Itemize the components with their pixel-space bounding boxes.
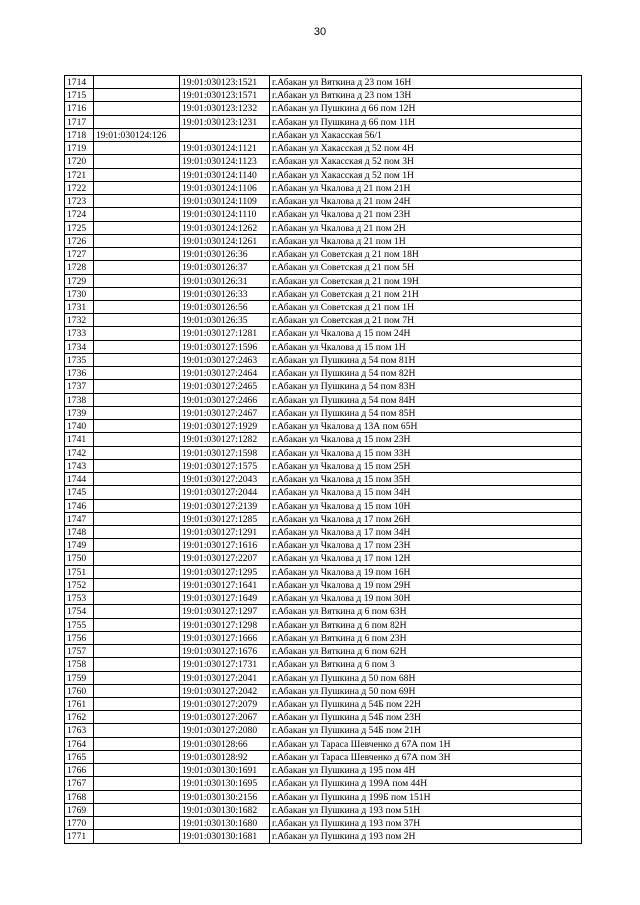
table-row (64, 592, 582, 605)
quarter-number-cell (94, 142, 180, 154)
table-row (64, 116, 582, 129)
cadastral-number-cell: 19:01:030123:1571 (180, 89, 270, 101)
cadastral-table (64, 75, 582, 844)
address-cell: г.Абакан ул Пушкина д 50 пом 68Н (272, 672, 416, 684)
row-number-cell: 1727 (65, 248, 94, 260)
address-cell: г.Абакан ул Чкалова д 19 пом 16Н (272, 566, 411, 578)
address-cell: г.Абакан ул Чкалова д 21 пом 24Н (272, 196, 411, 208)
row-number-cell: 1737 (65, 380, 94, 392)
address-cell: г.Абакан ул Чкалова д 17 пом 26Н (272, 513, 411, 525)
table-row (64, 500, 582, 513)
cadastral-number-cell: 19:01:030130:1682 (180, 804, 270, 816)
row-number-cell: 1732 (65, 314, 94, 326)
quarter-number-cell (94, 89, 180, 101)
table-row (64, 76, 582, 89)
quarter-number-cell (94, 76, 180, 88)
quarter-number-cell (94, 764, 180, 776)
cadastral-number-cell: 19:01:030127:1291 (180, 526, 270, 538)
cadastral-number-cell: 19:01:030130:1695 (180, 777, 270, 789)
cadastral-number-cell: 19:01:030130:1691 (180, 764, 270, 776)
cadastral-number-cell: 19:01:030127:1575 (180, 460, 270, 472)
address-cell: г.Абакан ул Вяткина д 6 пом 62Н (272, 646, 407, 658)
row-number-cell: 1763 (65, 724, 94, 736)
cadastral-number-cell: 19:01:030126:37 (180, 261, 270, 273)
quarter-number-cell (94, 658, 180, 670)
quarter-number-cell (94, 208, 180, 220)
row-number-cell: 1724 (65, 208, 94, 220)
row-number-cell: 1750 (65, 552, 94, 564)
address-cell: г.Абакан ул Пушкина д 50 пом 69Н (272, 685, 416, 697)
cadastral-number-cell: 19:01:030123:1521 (180, 76, 270, 88)
quarter-number-cell (94, 711, 180, 723)
address-cell: г.Абакан ул Пушкина д 54 пом 84Н (272, 394, 416, 406)
quarter-number-cell: 19:01:030124:126 (94, 129, 180, 141)
cadastral-number-cell: 19:01:030127:2465 (180, 380, 270, 392)
table-row (64, 327, 582, 340)
table-row (64, 526, 582, 539)
table-row (64, 248, 582, 261)
table-row (64, 711, 582, 724)
row-number-cell: 1770 (65, 817, 94, 829)
quarter-number-cell (94, 539, 180, 551)
cadastral-number-cell: 19:01:030127:2043 (180, 473, 270, 485)
table-row (64, 89, 582, 102)
row-number-cell: 1756 (65, 632, 94, 644)
address-cell: г.Абакан ул Чкалова д 21 пом 21Н (272, 182, 411, 194)
table-row (64, 473, 582, 486)
table-row (64, 486, 582, 499)
table-row (64, 195, 582, 208)
address-cell: г.Абакан ул Чкалова д 15 пом 23Н (272, 434, 411, 446)
cadastral-number-cell: 19:01:030123:1231 (180, 116, 270, 128)
quarter-number-cell (94, 354, 180, 366)
cadastral-number-cell: 19:01:030127:2463 (180, 354, 270, 366)
address-cell: г.Абакан ул Хакасская д 52 пом 3Н (272, 156, 414, 168)
row-number-cell: 1759 (65, 672, 94, 684)
address-cell: г.Абакан ул Пушкина д 193 пом 2Н (272, 831, 416, 843)
row-number-cell: 1740 (65, 420, 94, 432)
quarter-number-cell (94, 500, 180, 512)
quarter-number-cell (94, 460, 180, 472)
table-row (64, 817, 582, 830)
row-number-cell: 1720 (65, 155, 94, 167)
cadastral-number-cell: 19:01:030127:1676 (180, 645, 270, 657)
address-cell: г.Абакан ул Вяткина д 6 пом 82Н (272, 619, 407, 631)
table-row (64, 222, 582, 235)
cadastral-number-cell: 19:01:030127:2079 (180, 698, 270, 710)
quarter-number-cell (94, 182, 180, 194)
address-cell: г.Абакан ул Пушкина д 193 пом 51Н (272, 804, 421, 816)
address-cell: г.Абакан ул Чкалова д 17 пом 12Н (272, 553, 411, 565)
quarter-number-cell (94, 288, 180, 300)
cadastral-number-cell: 19:01:030127:2044 (180, 486, 270, 498)
row-number-cell: 1754 (65, 605, 94, 617)
row-number-cell: 1746 (65, 500, 94, 512)
table-row (64, 605, 582, 618)
address-cell: г.Абакан ул Чкалова д 15 пом 24Н (272, 328, 411, 340)
address-cell: г.Абакан ул Пушкина д 54 пом 82Н (272, 368, 416, 380)
quarter-number-cell (94, 566, 180, 578)
address-cell: г.Абакан ул Чкалова д 21 пом 2Н (272, 222, 406, 234)
cadastral-number-cell: 19:01:030126:31 (180, 275, 270, 287)
cadastral-number-cell: 19:01:030126:35 (180, 314, 270, 326)
table-row (64, 433, 582, 446)
cadastral-number-cell: 19:01:030127:2041 (180, 672, 270, 684)
table-row (64, 672, 582, 685)
address-cell: г.Абакан ул Советская д 21 пом 5Н (272, 262, 414, 274)
address-cell: г.Абакан ул Чкалова д 15 пом 34Н (272, 487, 411, 499)
row-number-cell: 1765 (65, 751, 94, 763)
table-row (64, 513, 582, 526)
cadastral-number-cell: 19:01:030127:2067 (180, 711, 270, 723)
cadastral-number-cell: 19:01:030127:1281 (180, 327, 270, 339)
address-cell: г.Абакан ул Пушкина д 54 пом 81Н (272, 354, 416, 366)
address-cell: г.Абакан ул Вяткина д 6 пом 3 (272, 659, 395, 671)
quarter-number-cell (94, 738, 180, 750)
row-number-cell: 1755 (65, 619, 94, 631)
quarter-number-cell (94, 367, 180, 379)
row-number-cell: 1739 (65, 407, 94, 419)
table-row (64, 155, 582, 168)
page-number: 30 (313, 26, 327, 38)
quarter-number-cell (94, 155, 180, 167)
table-row (64, 275, 582, 288)
address-cell: г.Абакан ул Пушкина д 66 пом 12Н (272, 103, 416, 115)
cadastral-number-cell: 19:01:030127:2042 (180, 685, 270, 697)
cadastral-number-cell: 19:01:030127:2207 (180, 552, 270, 564)
table-row (64, 579, 582, 592)
cadastral-number-cell: 19:01:030130:2156 (180, 791, 270, 803)
quarter-number-cell (94, 751, 180, 763)
address-cell: г.Абакан ул Хакасская 56/1 (272, 129, 382, 141)
cadastral-number-cell: 19:01:030124:1110 (180, 208, 270, 220)
address-cell: г.Абакан ул Чкалова д 15 пом 33Н (272, 447, 411, 459)
row-number-cell: 1747 (65, 513, 94, 525)
quarter-number-cell (94, 314, 180, 326)
row-number-cell: 1749 (65, 539, 94, 551)
row-number-cell: 1721 (65, 169, 94, 181)
quarter-number-cell (94, 817, 180, 829)
quarter-number-cell (94, 261, 180, 273)
quarter-number-cell (94, 473, 180, 485)
cadastral-number-cell: 19:01:030124:1106 (180, 182, 270, 194)
address-cell: г.Абакан ул Вяткина д 6 пом 23Н (272, 632, 407, 644)
row-number-cell: 1743 (65, 460, 94, 472)
cadastral-number-cell: 19:01:030127:1295 (180, 566, 270, 578)
cadastral-number-cell: 19:01:030127:1731 (180, 658, 270, 670)
quarter-number-cell (94, 552, 180, 564)
address-cell: г.Абакан ул Пушкина д 54 пом 85Н (272, 407, 416, 419)
table-row (64, 208, 582, 221)
quarter-number-cell (94, 632, 180, 644)
address-cell: г.Абакан ул Тараса Шевченко д 67А пом 3Н (272, 751, 451, 763)
row-number-cell: 1730 (65, 288, 94, 300)
row-number-cell: 1758 (65, 658, 94, 670)
quarter-number-cell (94, 605, 180, 617)
row-number-cell: 1729 (65, 275, 94, 287)
row-number-cell: 1722 (65, 182, 94, 194)
cadastral-number-cell: 19:01:030127:1596 (180, 341, 270, 353)
table-row (64, 354, 582, 367)
address-cell: г.Абакан ул Пушкина д 54Б пом 21Н (272, 725, 421, 737)
address-cell: г.Абакан ул Советская д 21 пом 7Н (272, 315, 414, 327)
quarter-number-cell (94, 724, 180, 736)
quarter-number-cell (94, 407, 180, 419)
quarter-number-cell (94, 394, 180, 406)
cadastral-number-cell: 19:01:030124:1262 (180, 222, 270, 234)
cadastral-number-cell: 19:01:030127:2464 (180, 367, 270, 379)
quarter-number-cell (94, 235, 180, 247)
table-row (64, 380, 582, 393)
cadastral-number-cell: 19:01:030127:1616 (180, 539, 270, 551)
cadastral-number-cell: 19:01:030124:1123 (180, 155, 270, 167)
quarter-number-cell (94, 275, 180, 287)
row-number-cell: 1769 (65, 804, 94, 816)
row-number-cell: 1766 (65, 764, 94, 776)
row-number-cell: 1725 (65, 222, 94, 234)
cadastral-number-cell: 19:01:030126:36 (180, 248, 270, 260)
row-number-cell: 1736 (65, 367, 94, 379)
table-row (64, 791, 582, 804)
cadastral-number-cell: 19:01:030127:1649 (180, 592, 270, 604)
cadastral-number-cell (180, 129, 270, 141)
table-row (64, 169, 582, 182)
table-row (64, 698, 582, 711)
address-cell: г.Абакан ул Чкалова д 17 пом 34Н (272, 526, 411, 538)
cadastral-number-cell: 19:01:030124:1140 (180, 169, 270, 181)
address-cell: г.Абакан ул Хакасская д 52 пом 4Н (272, 143, 414, 155)
address-cell: г.Абакан ул Советская д 21 пом 21Н (272, 288, 419, 300)
address-cell: г.Абакан ул Чкалова д 21 пом 1Н (272, 235, 406, 247)
table-row (64, 301, 582, 314)
address-cell: г.Абакан ул Пушкина д 195 пом 4Н (272, 765, 416, 777)
cadastral-number-cell: 19:01:030127:1282 (180, 433, 270, 445)
quarter-number-cell (94, 248, 180, 260)
cadastral-number-cell: 19:01:030123:1232 (180, 102, 270, 114)
quarter-number-cell (94, 301, 180, 313)
quarter-number-cell (94, 222, 180, 234)
row-number-cell: 1741 (65, 433, 94, 445)
table-row (64, 566, 582, 579)
quarter-number-cell (94, 830, 180, 842)
table-row (64, 129, 582, 142)
address-cell: г.Абакан ул Чкалова д 15 пом 35Н (272, 474, 411, 486)
address-cell: г.Абакан ул Чкалова д 13А пом 65Н (272, 421, 418, 433)
cadastral-number-cell: 19:01:030126:56 (180, 301, 270, 313)
table-row (64, 394, 582, 407)
address-cell: г.Абакан ул Хакасская д 52 пом 1Н (272, 169, 414, 181)
table-row (64, 552, 582, 565)
row-number-cell: 1716 (65, 102, 94, 114)
table-row (64, 261, 582, 274)
address-cell: г.Абакан ул Чкалова д 17 пом 23Н (272, 540, 411, 552)
table-row (64, 539, 582, 552)
row-number-cell: 1764 (65, 738, 94, 750)
address-cell: г.Абакан ул Тараса Шевченко д 67А пом 1Н (272, 738, 451, 750)
table-row (64, 777, 582, 790)
quarter-number-cell (94, 341, 180, 353)
cadastral-number-cell: 19:01:030127:2466 (180, 394, 270, 406)
quarter-number-cell (94, 380, 180, 392)
cadastral-number-cell: 19:01:030124:1261 (180, 235, 270, 247)
row-number-cell: 1757 (65, 645, 94, 657)
table-row (64, 658, 582, 671)
row-number-cell: 1768 (65, 791, 94, 803)
row-number-cell: 1762 (65, 711, 94, 723)
quarter-number-cell (94, 685, 180, 697)
table-row (64, 645, 582, 658)
row-number-cell: 1760 (65, 685, 94, 697)
cadastral-number-cell: 19:01:030127:1666 (180, 632, 270, 644)
quarter-number-cell (94, 486, 180, 498)
quarter-number-cell (94, 777, 180, 789)
quarter-number-cell (94, 102, 180, 114)
cadastral-number-cell: 19:01:030124:1109 (180, 195, 270, 207)
table-row (64, 619, 582, 632)
address-cell: г.Абакан ул Пушкина д 54Б пом 22Н (272, 699, 421, 711)
cadastral-number-cell: 19:01:030127:1598 (180, 447, 270, 459)
row-number-cell: 1753 (65, 592, 94, 604)
cadastral-number-cell: 19:01:030127:1641 (180, 579, 270, 591)
cadastral-number-cell: 19:01:030130:1681 (180, 830, 270, 842)
quarter-number-cell (94, 513, 180, 525)
address-cell: г.Абакан ул Советская д 21 пом 19Н (272, 275, 419, 287)
row-number-cell: 1719 (65, 142, 94, 154)
address-cell: г.Абакан ул Пушкина д 193 пом 37Н (272, 818, 421, 830)
table-row (64, 102, 582, 115)
table-row (64, 420, 582, 433)
address-cell: г.Абакан ул Пушкина д 199Б пом 151Н (272, 791, 431, 803)
row-number-cell: 1748 (65, 526, 94, 538)
table-row (64, 764, 582, 777)
cadastral-number-cell: 19:01:030127:1298 (180, 619, 270, 631)
address-cell: г.Абакан ул Пушкина д 54 пом 83Н (272, 381, 416, 393)
row-number-cell: 1771 (65, 830, 94, 842)
cadastral-number-cell: 19:01:030127:2467 (180, 407, 270, 419)
quarter-number-cell (94, 672, 180, 684)
row-number-cell: 1717 (65, 116, 94, 128)
address-cell: г.Абакан ул Чкалова д 19 пом 29Н (272, 579, 411, 591)
table-row (64, 235, 582, 248)
table-row (64, 751, 582, 764)
cadastral-number-cell: 19:01:030127:1285 (180, 513, 270, 525)
row-number-cell: 1714 (65, 76, 94, 88)
row-number-cell: 1761 (65, 698, 94, 710)
address-cell: г.Абакан ул Вяткина д 6 пом 63Н (272, 606, 407, 618)
table-row (64, 182, 582, 195)
table-row (64, 632, 582, 645)
quarter-number-cell (94, 195, 180, 207)
cadastral-number-cell: 19:01:030127:2080 (180, 724, 270, 736)
quarter-number-cell (94, 619, 180, 631)
cadastral-number-cell: 19:01:030127:2139 (180, 500, 270, 512)
table-row (64, 341, 582, 354)
address-cell: г.Абакан ул Советская д 21 пом 1Н (272, 301, 414, 313)
address-cell: г.Абакан ул Вяткина д 23 пом 13Н (272, 90, 412, 102)
row-number-cell: 1735 (65, 354, 94, 366)
row-number-cell: 1726 (65, 235, 94, 247)
row-number-cell: 1731 (65, 301, 94, 313)
address-cell: г.Абакан ул Чкалова д 21 пом 23Н (272, 209, 411, 221)
table-row (64, 738, 582, 751)
row-number-cell: 1733 (65, 327, 94, 339)
quarter-number-cell (94, 592, 180, 604)
table-row (64, 447, 582, 460)
row-number-cell: 1744 (65, 473, 94, 485)
table-row (64, 367, 582, 380)
quarter-number-cell (94, 579, 180, 591)
cadastral-number-cell: 19:01:030127:1297 (180, 605, 270, 617)
table-row (64, 685, 582, 698)
address-cell: г.Абакан ул Вяткина д 23 пом 16Н (272, 77, 412, 88)
address-cell: г.Абакан ул Чкалова д 15 пом 10Н (272, 500, 411, 512)
cadastral-number-cell: 19:01:030128:66 (180, 738, 270, 750)
table-row (64, 804, 582, 817)
row-number-cell: 1738 (65, 394, 94, 406)
cadastral-number-cell: 19:01:030124:1121 (180, 142, 270, 154)
row-number-cell: 1723 (65, 195, 94, 207)
table-row (64, 460, 582, 473)
row-number-cell: 1752 (65, 579, 94, 591)
address-cell: г.Абакан ул Пушкина д 66 пом 11Н (272, 116, 416, 128)
row-number-cell: 1715 (65, 89, 94, 101)
row-number-cell: 1767 (65, 777, 94, 789)
table-row (64, 142, 582, 155)
quarter-number-cell (94, 447, 180, 459)
row-number-cell: 1734 (65, 341, 94, 353)
quarter-number-cell (94, 526, 180, 538)
quarter-number-cell (94, 116, 180, 128)
cadastral-number-cell: 19:01:030127:1929 (180, 420, 270, 432)
quarter-number-cell (94, 791, 180, 803)
quarter-number-cell (94, 169, 180, 181)
address-cell: г.Абакан ул Пушкина д 199А пом 44Н (272, 778, 428, 790)
table-row (64, 407, 582, 420)
row-number-cell: 1745 (65, 486, 94, 498)
table-row (64, 314, 582, 327)
address-cell: г.Абакан ул Чкалова д 15 пом 1Н (272, 341, 406, 353)
quarter-number-cell (94, 433, 180, 445)
quarter-number-cell (94, 327, 180, 339)
quarter-number-cell (94, 804, 180, 816)
quarter-number-cell (94, 420, 180, 432)
address-cell: г.Абакан ул Чкалова д 19 пом 30Н (272, 593, 411, 605)
row-number-cell: 1751 (65, 566, 94, 578)
row-number-cell: 1718 (65, 129, 94, 141)
table-row (64, 724, 582, 737)
address-cell: г.Абакан ул Чкалова д 15 пом 25Н (272, 460, 411, 472)
row-number-cell: 1742 (65, 447, 94, 459)
row-number-cell: 1728 (65, 261, 94, 273)
table-row (64, 288, 582, 301)
cadastral-number-cell: 19:01:030126:33 (180, 288, 270, 300)
quarter-number-cell (94, 645, 180, 657)
quarter-number-cell (94, 698, 180, 710)
cadastral-number-cell: 19:01:030130:1680 (180, 817, 270, 829)
address-cell: г.Абакан ул Пушкина д 54Б пом 23Н (272, 712, 421, 724)
address-cell: г.Абакан ул Советская д 21 пом 18Н (272, 249, 419, 261)
cadastral-number-cell: 19:01:030128:92 (180, 751, 270, 763)
table-row (64, 830, 582, 843)
